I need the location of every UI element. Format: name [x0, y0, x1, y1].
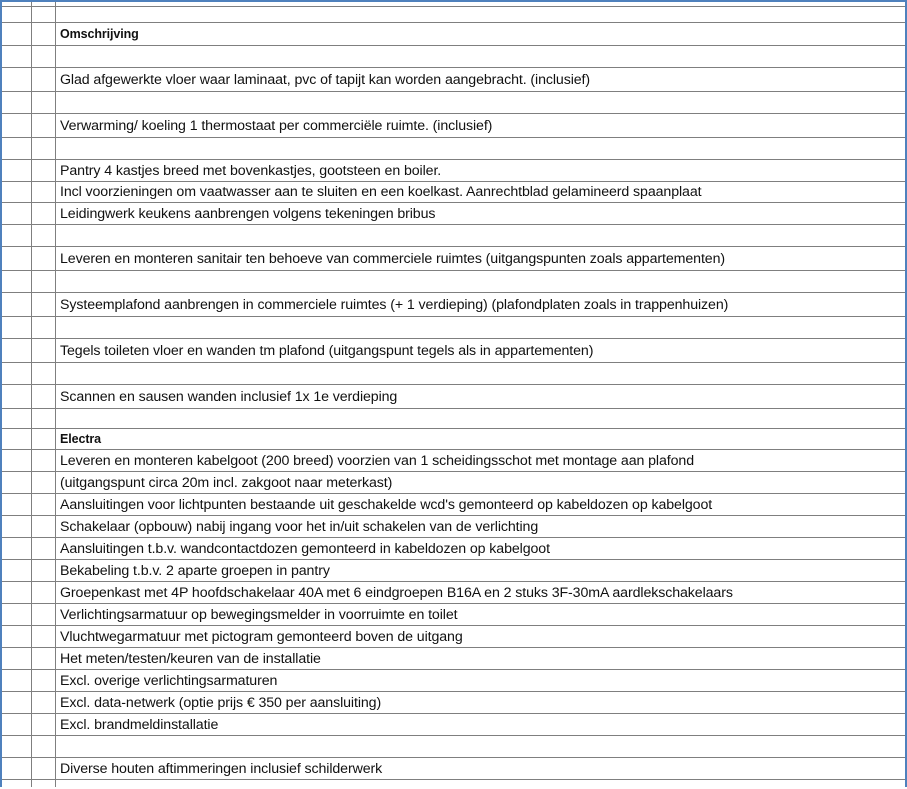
description-cell[interactable] [60, 271, 897, 292]
table-row[interactable] [2, 471, 905, 493]
table-row[interactable] [2, 691, 905, 713]
empty-row[interactable] [2, 91, 905, 113]
description-cell[interactable]: Vluchtwegarmatuur met pictogram gemonteerd boven de uitgang [60, 628, 463, 645]
description-cell[interactable]: Pantry 4 kastjes breed met bovenkastjes, gootsteen en boiler. [60, 162, 442, 179]
section-header-cell[interactable]: Omschrijving [60, 27, 139, 41]
table-row[interactable] [2, 159, 905, 181]
table-row[interactable] [2, 669, 905, 691]
description-cell[interactable]: Excl. data-netwerk (optie prijs € 350 per aansluiting) [60, 694, 382, 711]
description-cell[interactable]: Glad afgewerkte vloer waar laminaat, pvc of tapijt kan worden aangebracht. (inclusief) [60, 71, 591, 88]
table-row[interactable] [2, 581, 905, 603]
description-cell[interactable] [60, 736, 897, 757]
description-cell[interactable]: Leveren en monteren sanitair ten behoeve van commerciele ruimtes (uitgangspunten zoals appartementen) [60, 250, 725, 267]
description-cell[interactable]: Leidingwerk keukens aanbrengen volgens tekeningen bribus [60, 205, 436, 222]
table-row[interactable] [2, 757, 905, 779]
table-row[interactable] [2, 647, 905, 669]
table-row[interactable] [2, 625, 905, 647]
empty-row[interactable] [2, 270, 905, 292]
description-cell[interactable] [60, 317, 897, 338]
table-row[interactable] [2, 713, 905, 735]
table-row[interactable] [2, 202, 905, 224]
description-cell[interactable]: Schakelaar (opbouw) nabij ingang voor het in/uit schakelen van de verlichting [60, 518, 539, 535]
description-cell[interactable] [60, 409, 897, 428]
description-cell[interactable]: Groepenkast met 4P hoofdschakelaar 40A met 6 eindgroepen B16A en 2 stuks 3F-30mA aardlekschakelaars [60, 584, 733, 601]
empty-row[interactable] [2, 137, 905, 159]
table-row[interactable] [2, 292, 905, 316]
table-row[interactable] [2, 493, 905, 515]
table-row[interactable] [2, 515, 905, 537]
table-row[interactable] [2, 603, 905, 625]
table-row[interactable] [2, 449, 905, 471]
description-cell[interactable]: Verlichtingsarmatuur op bewegingsmelder in voorruimte en toilet [60, 606, 458, 623]
empty-row[interactable] [2, 45, 905, 67]
table-row[interactable] [2, 67, 905, 91]
table-row[interactable] [2, 113, 905, 137]
table-row[interactable] [2, 246, 905, 270]
description-cell[interactable]: Leveren en monteren kabelgoot (200 breed) voorzien van 1 scheidingsschot met montage aan plafond [60, 452, 694, 469]
description-cell[interactable]: Excl. overige verlichtingsarmaturen [60, 672, 278, 689]
section-header-row[interactable] [2, 22, 905, 45]
table-row[interactable] [2, 384, 905, 408]
empty-row[interactable] [2, 735, 905, 757]
empty-row[interactable] [2, 224, 905, 246]
description-cell[interactable] [60, 46, 897, 67]
spreadsheet-sheet [2, 2, 905, 787]
table-row[interactable] [2, 559, 905, 581]
empty-row[interactable] [2, 6, 905, 22]
description-cell[interactable] [60, 780, 897, 787]
description-cell[interactable] [60, 138, 897, 159]
empty-row[interactable] [2, 316, 905, 338]
description-cell[interactable]: Bekabeling t.b.v. 2 aparte groepen in pantry [60, 562, 330, 579]
description-cell[interactable]: Verwarming/ koeling 1 thermostaat per commerciële ruimte. (inclusief) [60, 117, 493, 134]
section-header-row[interactable] [2, 428, 905, 449]
description-cell[interactable] [60, 7, 897, 22]
description-cell[interactable]: Incl voorzieningen om vaatwasser aan te sluiten en een koelkast. Aanrechtblad gelamineerd spaanplaat [60, 184, 702, 200]
rows-container [2, 6, 905, 787]
table-row[interactable] [2, 181, 905, 202]
table-row[interactable] [2, 537, 905, 559]
description-cell[interactable]: (uitgangspunt circa 20m incl. zakgoot naar meterkast) [60, 474, 393, 491]
section-header-cell[interactable]: Electra [60, 432, 101, 446]
empty-row[interactable] [2, 362, 905, 384]
description-cell[interactable]: Excl. brandmeldinstallatie [60, 716, 219, 733]
table-row[interactable] [2, 338, 905, 362]
description-cell[interactable]: Systeemplafond aanbrengen in commerciele ruimtes (+ 1 verdieping) (plafondplaten zoals in trappenhuizen) [60, 296, 729, 313]
description-cell[interactable]: Tegels toileten vloer en wanden tm plafond (uitgangspunt tegels als in appartementen) [60, 342, 594, 359]
description-cell[interactable] [60, 225, 897, 246]
empty-row[interactable] [2, 779, 905, 787]
description-cell[interactable] [60, 363, 897, 384]
description-cell[interactable]: Aansluitingen t.b.v. wandcontactdozen gemonteerd in kabeldozen op kabelgoot [60, 540, 550, 557]
description-cell[interactable] [60, 92, 897, 113]
empty-row[interactable] [2, 408, 905, 428]
description-cell[interactable]: Het meten/testen/keuren van de installatie [60, 650, 321, 667]
description-cell[interactable]: Scannen en sausen wanden inclusief 1x 1e verdieping [60, 388, 398, 405]
description-cell[interactable]: Diverse houten aftimmeringen inclusief schilderwerk [60, 760, 383, 777]
description-cell[interactable]: Aansluitingen voor lichtpunten bestaande uit geschakelde wcd's gemonteerd op kabeldozen op kabelgoot [60, 496, 713, 513]
